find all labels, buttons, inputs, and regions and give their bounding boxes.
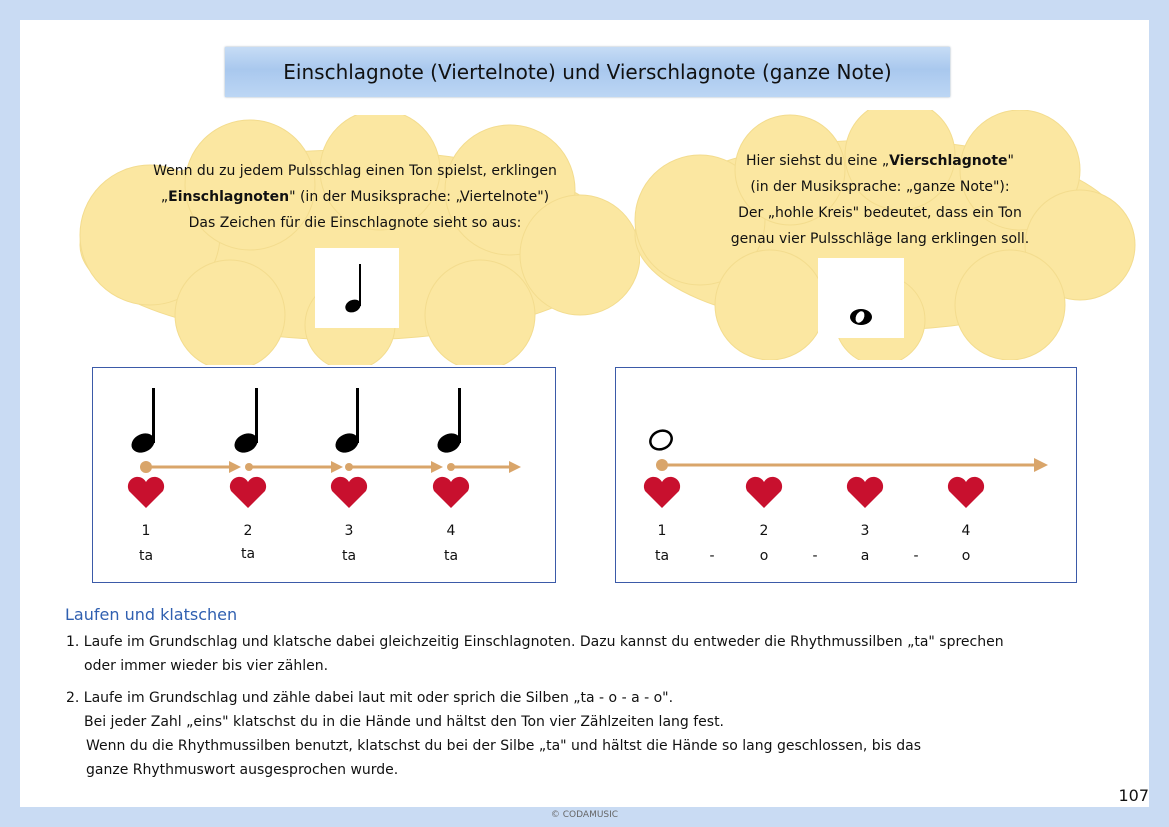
quarter-note-icon [337, 258, 377, 318]
instruction-1-line1: 1. Laufe im Grundschlag und klatsche dabei gleichzeitig Einschlagnoten. Dazu kannst du entweder die Rhythmussilben „ta" sprechen [66, 634, 1004, 650]
left-cloud-line1: Wenn du zu jedem Pulsschlag einen Ton spielst, erklingen [153, 163, 557, 179]
copyright-footer: © CODAMUSIC [550, 810, 619, 820]
syllable-dash: - [913, 548, 919, 564]
quarter-note-1 [128, 388, 157, 456]
count-label: 4 [446, 523, 456, 539]
left-cloud-line2: „Einschlagnoten" (in der Musiksprache: „Viertelnote") [160, 189, 550, 205]
syllable-label: a [860, 548, 870, 564]
count-label: 1 [141, 523, 151, 539]
syllable-label: ta [654, 548, 670, 564]
heart-icon [331, 477, 367, 508]
long-pulse-arrow [656, 458, 1048, 472]
quarter-notes-box [92, 367, 556, 583]
heart-icon [433, 477, 469, 508]
quarter-notes-row [128, 388, 463, 456]
count-label: 1 [657, 523, 667, 539]
syllable-label: ta [341, 548, 357, 564]
instruction-2-line3: Wenn du die Rhythmussilben benutzt, klatschst du bei der Silbe „ta" und hältst die Hände so lang geschlossen, bis das [86, 738, 922, 754]
whole-note-icon [841, 297, 881, 337]
heart-icon [644, 477, 680, 508]
instruction-1 [66, 630, 1004, 678]
count-label: 2 [759, 523, 769, 539]
pulse-arrows [140, 461, 521, 473]
syllable-label: o [961, 548, 971, 564]
whole-note-box [615, 367, 1077, 583]
heart-icon [847, 477, 883, 508]
heart-row [128, 477, 469, 508]
vierschlagnote-term: Vierschlagnote [889, 153, 1008, 169]
page-title [225, 47, 950, 97]
page-title-text: Einschlagnote (Viertelnote) und Vierschlagnote (ganze Note) [283, 60, 892, 84]
right-cloud-text [660, 148, 1100, 252]
page-number: 107 [1118, 786, 1149, 805]
syllable-label: ta [443, 548, 459, 564]
syllable-label: ta [138, 548, 154, 564]
right-cloud-line2: (in der Musiksprache: „ganze Note"): [750, 179, 1010, 195]
syllable-dash: - [812, 548, 818, 564]
instruction-2-line1: 2. Laufe im Grundschlag und zähle dabei laut mit oder sprich die Silben „ta - o - a - o". [66, 690, 674, 706]
instruction-2 [66, 686, 921, 782]
syllable-label: ta [240, 546, 256, 562]
section-heading: Laufen und klatschen [65, 605, 238, 624]
syllable-dash: - [709, 548, 715, 564]
count-label: 3 [344, 523, 354, 539]
heart-row [644, 477, 984, 508]
count-label: 2 [243, 523, 253, 539]
quarter-note-card [315, 248, 399, 328]
heart-icon [746, 477, 782, 508]
quarter-note-2 [231, 388, 260, 456]
count-label: 4 [961, 523, 971, 539]
whole-note-card [818, 258, 904, 338]
heart-icon [948, 477, 984, 508]
heart-icon [128, 477, 164, 508]
count-label: 3 [860, 523, 870, 539]
right-cloud-line4: genau vier Pulsschläge lang erklingen soll. [730, 231, 1030, 247]
left-cloud-text [100, 158, 610, 236]
whole-note-outline [647, 427, 675, 453]
quarter-notes-diagram [93, 368, 555, 508]
instruction-1-line2: oder immer wieder bis vier zählen. [84, 658, 329, 674]
right-cloud-line1: Hier siehst du eine „Vierschlagnote" [746, 153, 1014, 169]
quarter-note-4 [434, 388, 463, 456]
whole-note-diagram [616, 368, 1076, 508]
worksheet-page [20, 20, 1149, 807]
quarter-note-3 [332, 388, 361, 456]
einschlagnoten-term: Einschlagnoten [168, 189, 290, 205]
left-cloud-line3: Das Zeichen für die Einschlagnote sieht so aus: [188, 215, 522, 231]
right-cloud-line3: Der „hohle Kreis" bedeutet, dass ein Ton [738, 205, 1022, 221]
syllable-label: o [759, 548, 769, 564]
instruction-2-line2: Bei jeder Zahl „eins" klatschst du in die Hände und hältst den Ton vier Zählzeiten lang fest. [84, 714, 725, 730]
heart-icon [230, 477, 266, 508]
instruction-2-line4: ganze Rhythmuswort ausgesprochen wurde. [86, 762, 399, 778]
